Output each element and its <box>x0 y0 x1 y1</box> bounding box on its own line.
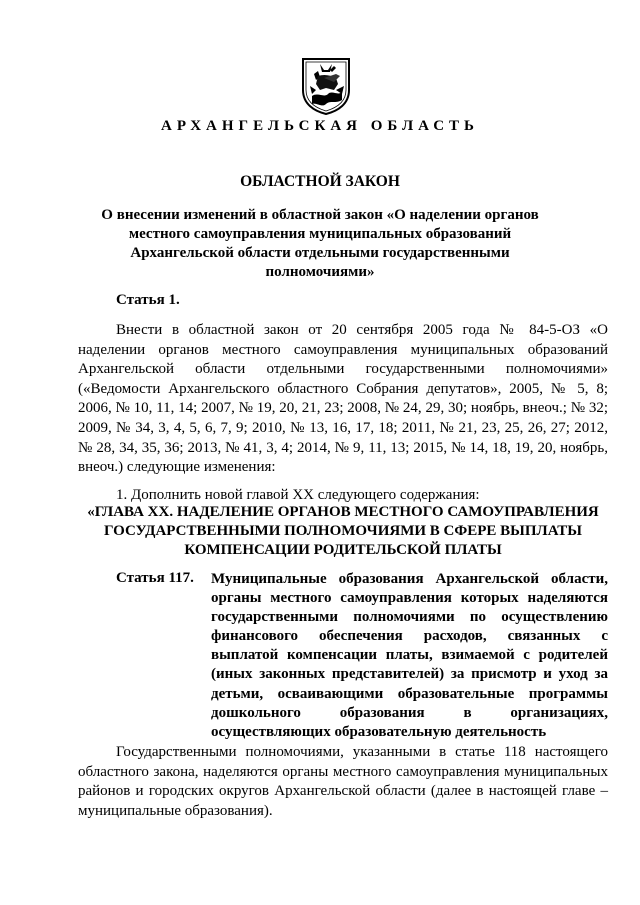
closing-paragraph: Государственными полномочиями, указанными в статье 118 настоящего областного закона, наделяются органы местного самоуправления муниципальных районов и городских округов Архангельской области (далее в настоящей главе – муниципальные образования). <box>78 744 608 819</box>
article-1-intro-paragraph: Внести в областной закон от 20 сентября 2005 года № 84-5-ОЗ «О наделении органов местного самоуправления муниципальных образований Архангельской области отдельными государственными полномочиями» («Ведомости Архангельского областного Собрания депутатов», 2005, № 5, 8; 2006, № 10, 11, 14; 2007, № 19, 20, 21, 23; 2008, № 24, 29, 30; ноябрь, внеоч.; № 32; 2009, № 34, 3, 4, 5, 6, 7, 9; 2010, № 13, 16, 17, 18; 2011, № 21, 23, 25, 26, 27; 2012, № 28, 34, 35, 36; 2013, № 41, 3, 4; 2014, № 9, 11, 13; 2015, № 14, 18, 19, 20, ноябрь, внеоч.) следующие изменения: <box>78 322 608 476</box>
article-1-item-1: 1. Дополнить новой главой XX следующего содержания: <box>116 487 480 503</box>
article-1-heading: Статья 1. <box>116 292 180 308</box>
document-title: О внесении изменений в областной закон «О наделении органов местного самоуправления муниципальных образований Архангельской области отдельными государственными полномочиями» <box>101 207 539 280</box>
article-117-text: Муниципальные образования Архангельской области, органы местного самоуправления которых наделяются государственными полномочиями по осуществлению финансового обеспечения расходов, связанных с выплатой компенсации платы, взимаемой с родителей (иных законных представителей) за присмотр и уход за детьми, осваивающими образовательные программы дошкольного образования в организациях, осуществляющих образовательную деятельность <box>211 571 608 740</box>
document-type: ОБЛАСТНОЙ ЗАКОН <box>240 173 400 190</box>
emblem-graphic <box>300 56 352 116</box>
coat-of-arms-icon <box>300 56 352 116</box>
region-name: АРХАНГЕЛЬСКАЯ ОБЛАСТЬ <box>161 118 479 134</box>
chapter-title: «ГЛАВА XX. НАДЕЛЕНИЕ ОРГАНОВ МЕСТНОГО САМОУПРАВЛЕНИЯ ГОСУДАРСТВЕННЫМИ ПОЛНОМОЧИЯМИ В СФЕРЕ ВЫПЛАТЫ КОМПЕНСАЦИИ РОДИТЕЛЬСКОЙ ПЛАТЫ <box>87 504 599 558</box>
article-117-label: Статья 117. <box>116 570 194 586</box>
